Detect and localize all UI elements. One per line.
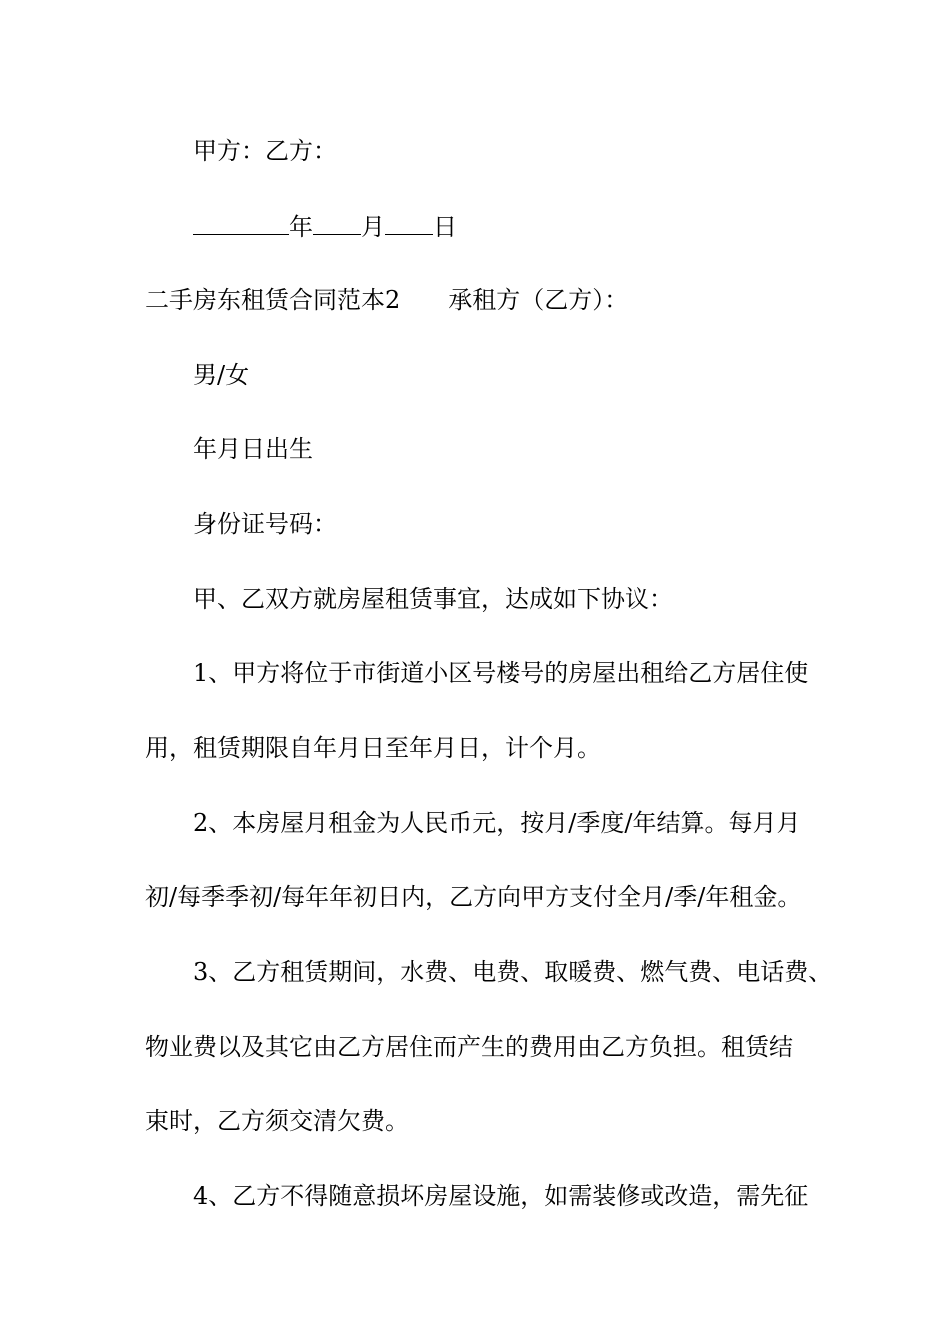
birth-line: 年月日出生 [193,435,313,463]
id-number-line: 身份证号码： [193,510,337,538]
year-label: 年 [289,213,313,241]
month-label: 月 [361,213,385,241]
day-label: 日 [433,213,457,241]
heading-line [145,285,628,315]
clause-4-line-1: 4、乙方不得随意损坏房屋设施，如需装修或改造，需先征 [193,1182,809,1210]
day-blank [385,210,433,235]
contract-title: 二手房东租赁合同范本2 [145,286,401,314]
gender-line: 男/女 [193,361,250,389]
agreement-intro: 甲、乙双方就房屋租赁事宜，达成如下协议： [193,585,673,613]
party-line: 甲方：乙方： [193,137,337,165]
year-blank [193,210,289,235]
clause-2-line-2: 初/每季季初/每年年初日内，乙方向甲方支付全月/季/年租金。 [145,883,802,911]
clause-3-line-3: 束时，乙方须交清欠费。 [145,1107,409,1135]
clause-2-line-1: 2、本房屋月租金为人民币元，按月/季度/年结算。每月月 [193,809,801,837]
date-line [193,210,457,242]
clause-1-line-1: 1、甲方将位于市街道小区号楼号的房屋出租给乙方居住使 [193,659,809,687]
clause-1-line-2: 用，租赁期限自年月日至年月日，计个月。 [145,734,601,762]
clause-3-line-2: 物业费以及其它由乙方居住而产生的费用由乙方负担。租赁结 [145,1033,793,1061]
tenant-label: 承租方（乙方）： [448,286,629,314]
month-blank [313,210,361,235]
clause-3-line-1: 3、乙方租赁期间，水费、电费、取暖费、燃气费、电话费、 [193,958,833,986]
